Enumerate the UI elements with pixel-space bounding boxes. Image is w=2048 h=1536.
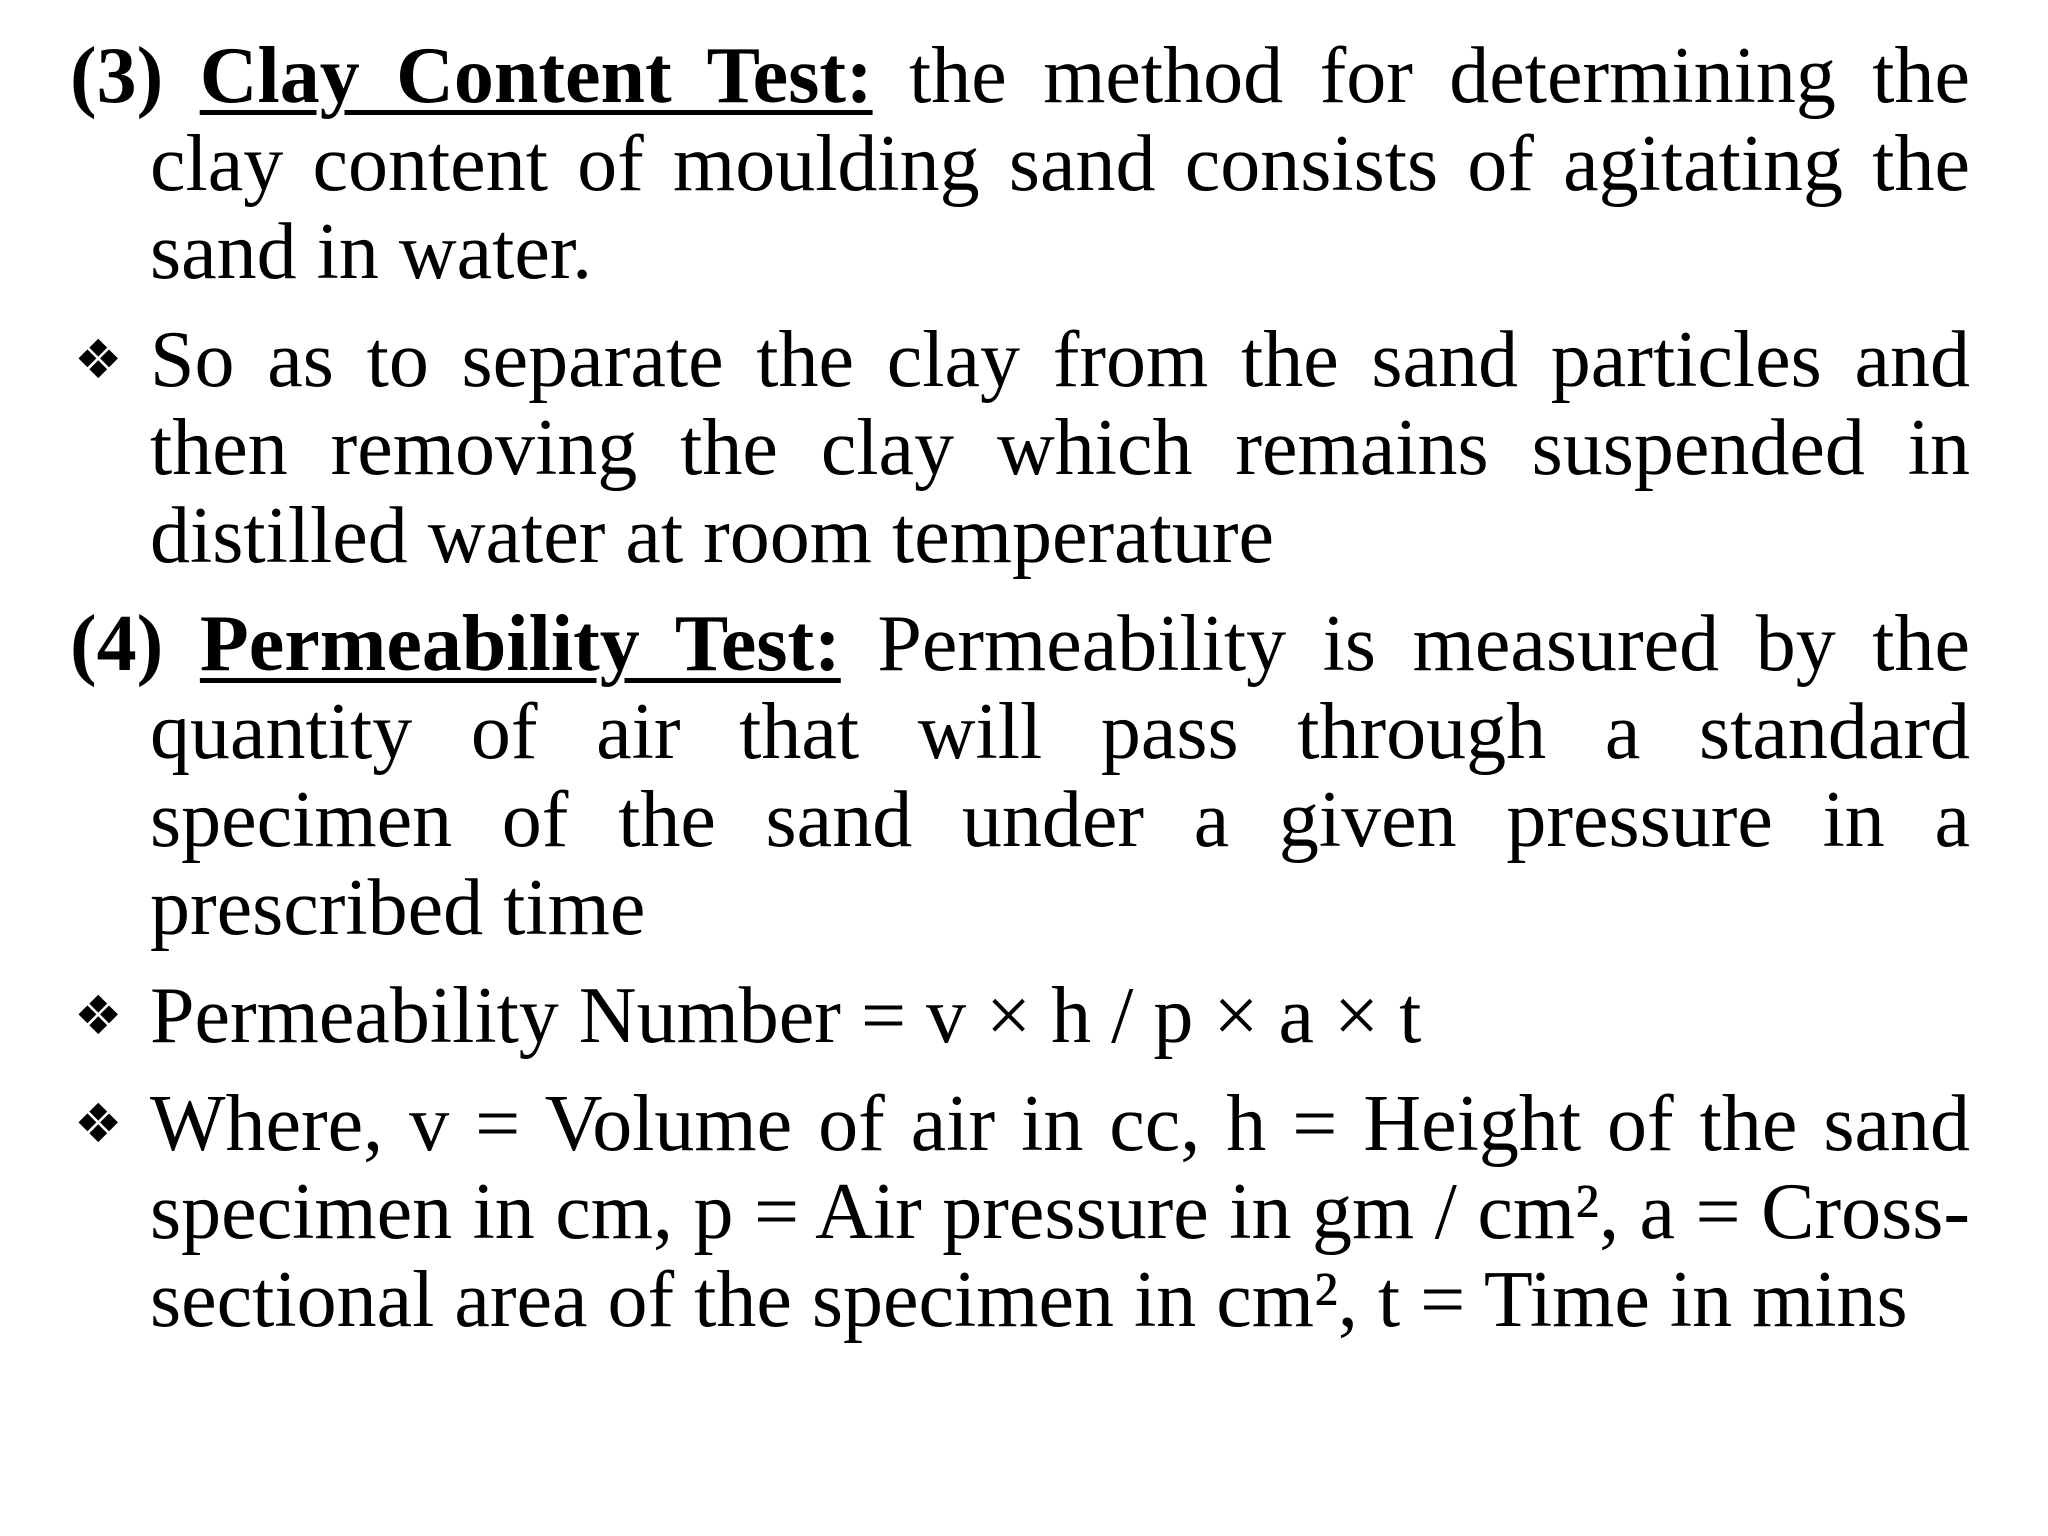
slide-content [70, 32, 1970, 1364]
permeability-test-text: Permeability is measured by the quantity of air that will pass through a standard specimen of the sand under a given pressure in a prescribed time [150, 600, 1971, 952]
variable-definitions-text: Where, v = Volume of air in cc, h = Height of the sand specimen in cm, p = Air pressure in gm / cm², a = Cross-sectional area of the specimen in cm², t = Time in mins [150, 1080, 1970, 1344]
variable-definitions-bullet [70, 1080, 1970, 1344]
diamond-bullet-icon: ❖ [74, 328, 123, 391]
clay-separation-bullet [70, 316, 1970, 580]
permeability-number-bullet [70, 972, 1970, 1060]
permeability-test-paragraph [70, 600, 1970, 952]
clay-content-test-paragraph [70, 32, 1970, 296]
clay-content-test-text: the method for determining the clay content of moulding sand consists of agitating the sand in water. [150, 32, 1971, 296]
clay-separation-text: So as to separate the clay from the sand particles and then removing the clay which remains suspended in distilled water at room temperature [150, 316, 1970, 580]
section-number: (4) [70, 600, 164, 688]
clay-content-test-heading: Clay Content Test: [199, 32, 873, 120]
section-number: (3) [70, 32, 164, 120]
permeability-number-formula: Permeability Number = v × h / p × a × t [150, 972, 1422, 1060]
diamond-bullet-icon: ❖ [74, 984, 123, 1047]
permeability-test-heading: Permeability Test: [199, 600, 841, 688]
diamond-bullet-icon: ❖ [74, 1092, 123, 1155]
